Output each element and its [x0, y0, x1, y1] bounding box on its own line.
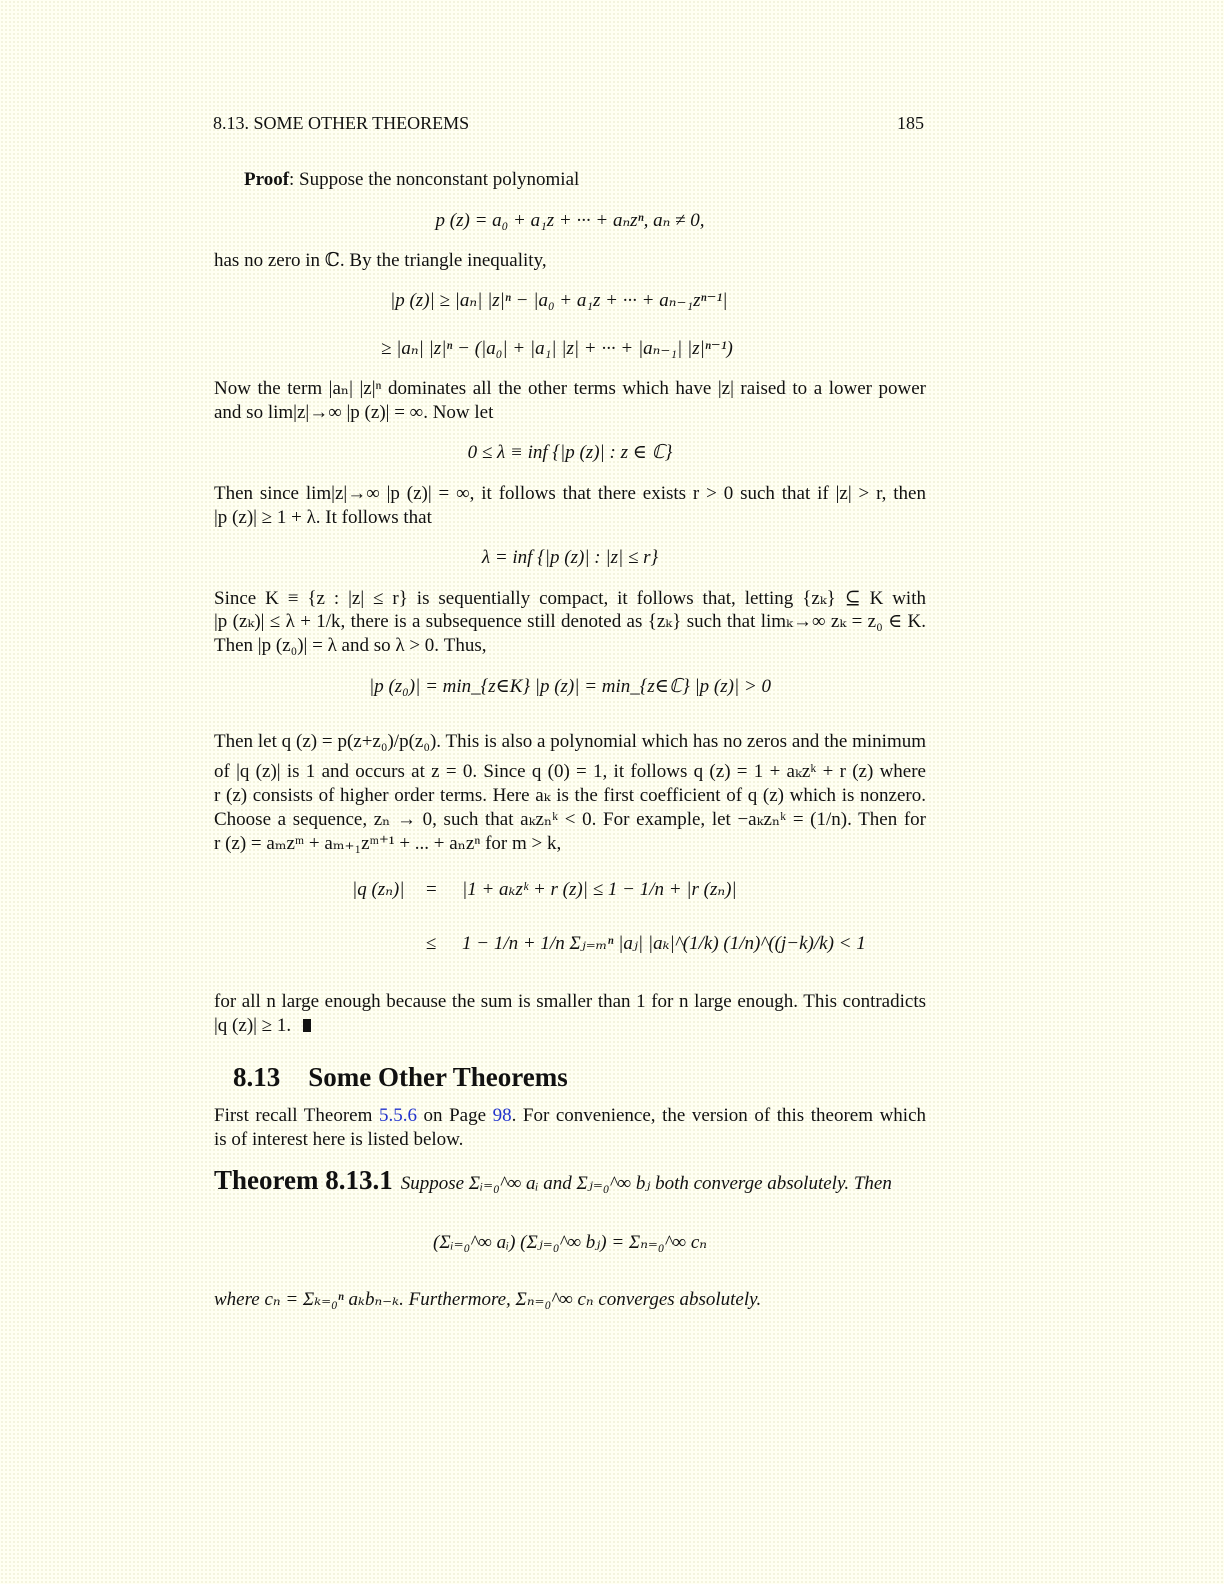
paragraph-line: has no zero in ℂ. By the triangle inequality, [214, 250, 547, 271]
paragraph-line: of |q (z)| is 1 and occurs at z = 0. Since q (0) = 1, it follows q (z) = 1 + aₖzᵏ + r (z) where [214, 761, 926, 782]
section-number: 8.13 [233, 1062, 281, 1092]
paragraph-line: Then |p (z₀)| = λ and so λ > 0. Thus, [214, 635, 487, 656]
text: First recall Theorem [214, 1105, 379, 1126]
equation-polynomial: p (z) = a₀ + a₁z + ··· + aₙzⁿ, aₙ ≠ 0, [435, 210, 705, 231]
paragraph-line [214, 1014, 926, 1038]
equation-triangle-1: |p (z)| ≥ |aₙ| |z|ⁿ − |a₀ + a₁z + ··· + aₙ₋₁zⁿ⁻¹| [390, 290, 728, 311]
paragraph-line: Since K ≡ {z : |z| ≤ r} is sequentially compact, it follows that, letting {zₖ} ⊆ K with [214, 588, 926, 609]
equation-inf: 0 ≤ λ ≡ inf {|p (z)| : z ∈ ℂ} [467, 442, 673, 463]
theorem-label: Theorem 8.13.1 [214, 1165, 393, 1195]
equation-q2-rhs: 1 − 1/n + 1/n Σⱼ₌ₘⁿ |aⱼ| |aₖ|^(1/k) (1/n)^((j−k)/k) < 1 [462, 933, 866, 954]
paragraph-line: Then let q (z) = p(z+z₀)/p(z₀). This is also a polynomial which has no zeros and the minimum [214, 731, 926, 752]
equation-q2-rel: ≤ [426, 933, 437, 954]
text: on Page [416, 1105, 493, 1126]
equation-min: |p (z₀)| = min_{z∈K} |p (z)| = min_{z∈ℂ} |p (z)| > 0 [368, 676, 772, 697]
paragraph-line: Now the term |aₙ| |z|ⁿ dominates all the other terms which have |z| raised to a lower power [214, 378, 926, 399]
paragraph-line: r (z) = aₘzᵐ + aₘ₊₁zᵐ⁺¹ + ... + aₙzⁿ for m > k, [214, 833, 562, 854]
equation-inf-r: λ = inf {|p (z)| : |z| ≤ r} [481, 547, 659, 568]
theorem-conclusion: where cₙ = Σₖ₌₀ⁿ aₖbₙ₋ₖ. Furthermore, Σₙ₌₀^∞ cₙ converges absolutely. [214, 1289, 762, 1310]
paragraph-line: Choose a sequence, zₙ → 0, such that aₖzₙᵏ < 0. For example, let −aₖzₙᵏ = (1/n). Then for [214, 809, 926, 830]
page-number: 185 [897, 113, 924, 133]
paragraph-line: and so lim|z|→∞ |p (z)| = ∞. Now let [214, 402, 494, 423]
paragraph-line: for all n large enough because the sum is smaller than 1 for n large enough. This contradicts [214, 991, 926, 1012]
section-title: Some Other Theorems [308, 1062, 568, 1092]
equation-q-rhs: |1 + aₖzᵏ + r (z)| ≤ 1 − 1/n + |r (zₙ)| [462, 879, 737, 900]
qed-square-icon [303, 1019, 311, 1032]
paragraph-line: is of interest here is listed below. [214, 1129, 464, 1150]
running-header: 8.13. SOME OTHER THEOREMS [213, 113, 470, 133]
paragraph-line: Then since lim|z|→∞ |p (z)| = ∞, it follows that there exists r > 0 such that if |z| > r, then [214, 483, 926, 504]
proof-intro [244, 168, 956, 192]
text: . For convenience, the version of this theorem which [511, 1105, 927, 1126]
section-heading [233, 1062, 568, 1093]
page-link[interactable]: 98 [492, 1105, 512, 1126]
equation-cauchy-product: (Σᵢ₌₀^∞ aᵢ) (Σⱼ₌₀^∞ bⱼ) = Σₙ₌₀^∞ cₙ [433, 1232, 707, 1253]
equation-q-rel: = [426, 879, 437, 900]
theorem-link[interactable]: 5.5.6 [378, 1105, 417, 1126]
paragraph-line [214, 1104, 926, 1128]
theorem-text: Suppose Σᵢ₌₀^∞ aᵢ and Σⱼ₌₀^∞ bⱼ both converge absolutely. Then [400, 1173, 892, 1194]
paragraph-line: r (z) consists of higher order terms. Here aₖ is the first coefficient of q (z) which is nonzero. [214, 785, 926, 806]
equation-q-lhs: |q (zₙ)| [352, 879, 405, 900]
theorem-statement [214, 1164, 926, 1200]
paragraph-line: |p (z)| ≥ 1 + λ. It follows that [214, 507, 432, 528]
paragraph-text: |q (z)| ≥ 1. [214, 1015, 292, 1036]
paragraph-line: |p (zₖ)| ≤ λ + 1/k, there is a subsequence still denoted as {zₖ} such that limₖ→∞ zₖ = z₀ ∈ K. [214, 611, 926, 632]
equation-triangle-2: ≥ |aₙ| |z|ⁿ − (|a₀| + |a₁| |z| + ··· + |aₙ₋₁| |z|ⁿ⁻¹) [381, 338, 733, 359]
proof-label: Proof [244, 169, 290, 190]
proof-intro-text: : Suppose the nonconstant polynomial [289, 169, 580, 190]
